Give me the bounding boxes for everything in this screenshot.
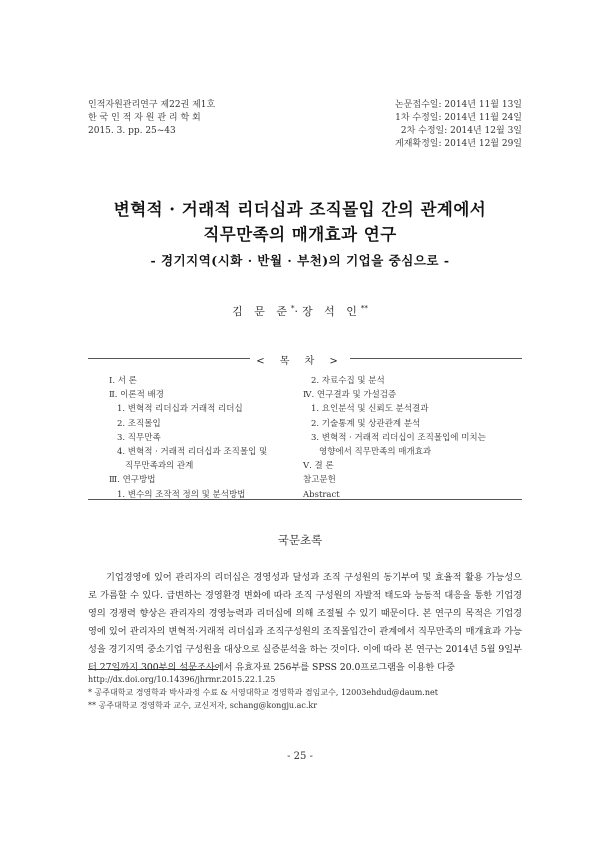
toc-item: Ⅲ. 연구방법 — [109, 475, 156, 486]
author-1-mark: * — [291, 304, 295, 313]
accepted-date: 게재확정일: 2014년 12월 29일 — [395, 139, 522, 149]
page-number: - 25 - — [287, 751, 313, 762]
toc-right-column — [303, 374, 523, 502]
toc-heading-text: < 목 차 > — [250, 356, 350, 367]
author-separator: · — [294, 305, 302, 318]
toc-item: 1. 변혁적 리더십과 거래적 리더십 — [117, 404, 243, 415]
toc-heading — [0, 352, 600, 367]
toc-item: 3. 직무만족 — [117, 432, 161, 443]
toc-item: 2. 기술통계 및 상관관계 분석 — [311, 418, 421, 429]
paper-subtitle: - 경기지역(시화 · 반월 · 부천)의 기업을 중심으로 - — [150, 253, 450, 268]
journal-info — [88, 99, 215, 138]
footnote-author-2: ** 공주대학교 경영학과 교수, 교신저자, schang@kongju.ac.kr — [88, 701, 318, 710]
footnotes — [88, 673, 438, 712]
toc-item: 직무만족과의 관계 — [125, 461, 194, 472]
toc-item: 2. 조직몰입 — [117, 418, 161, 429]
abstract-paragraph: 기업경영에 있어 관리자의 리더십은 경영성과 달성과 조직 구성원의 동기부여 및 효율적 활용 가능성으로 가름할 수 있다. 급변하는 경영환경 변화에 따라 조직 구성원의 자발적 태도와 능동적 대응을 통한 기업경영의 경쟁력 향상은 관리자의 경영능력과 리더십에 의해 조절될 수 있기 때문이다. 본 연구의 목적은 기업경영에 있어 관리자의 변혁적·거래적 리더십과 조직구성원의 조직몰입간이 관계에서 직무만족의 매개효과 가능성을 경기지역 중소기업 구성원을 대상으로 실증분석을 하는 것이다. 이에 따라 본 연구는 2014년 5월 9일부터 27일까지 300부의 설문조사에서 유효자료 256부를 SPSS 20.0프로그램을 이용한 다중 — [88, 572, 522, 673]
toc-item: 3. 변혁적 · 거래적 리더십이 조직몰입에 미치는 — [311, 432, 486, 443]
toc-item: 1. 요인분석 및 신뢰도 분석결과 — [311, 404, 429, 415]
abstract-title: 국문초록 — [277, 533, 323, 547]
society-name: 한 국 인 적 자 원 관 리 학 회 — [88, 113, 201, 123]
paper-title-line1: 변혁적 · 거래적 리더십과 조직몰입 간의 관계에서 — [113, 200, 487, 219]
footnote-divider — [88, 669, 218, 670]
received-date: 논문접수일: 2014년 11월 13일 — [395, 100, 522, 110]
toc-item: 영향에서 직무만족의 매개효과 — [319, 447, 432, 458]
journal-name: 인적자원관리연구 제22권 제1호 — [88, 100, 216, 110]
author-2-mark: ** — [360, 304, 368, 313]
doi-link[interactable]: http://dx.doi.org/10.14396/jhrmr.2015.22.1.25 — [88, 675, 276, 684]
toc-item: Ⅳ. 연구결과 및 가설검증 — [303, 390, 397, 401]
author-line — [0, 303, 600, 319]
publication-pages: 2015. 3. pp. 25~43 — [88, 126, 176, 136]
author-2: 장 석 인 — [302, 305, 361, 318]
toc-item: Ⅰ. 서 론 — [109, 376, 137, 386]
toc-left-column — [109, 374, 309, 502]
revision2-date: 2차 수정일: 2014년 12월 3일 — [400, 126, 522, 136]
paper-title-line2: 직무만족의 매개효과 연구 — [203, 225, 397, 244]
toc-item: Ⅱ. 이론적 배경 — [109, 390, 164, 401]
footnote-author-1: * 공주대학교 경영학과 박사과정 수료 & 서영대학교 경영학과 겸임교수, 12003ehdud@daum.net — [88, 688, 438, 697]
author-1: 김 문 준 — [232, 305, 291, 318]
toc-item: Ⅴ. 결 론 — [303, 461, 334, 472]
toc-item: 4. 변혁적 · 거래적 리더십과 조직몰입 및 — [117, 447, 268, 458]
abstract-body — [88, 569, 522, 677]
submission-dates — [372, 99, 522, 151]
toc-item: 2. 자료수집 및 분석 — [311, 376, 385, 386]
toc-item: 1. 변수의 조작적 정의 및 분석방법 — [117, 489, 246, 500]
toc-item: Abstract — [303, 489, 340, 500]
revision1-date: 1차 수정일: 2014년 11월 24일 — [395, 113, 522, 123]
toc-item: 참고문헌 — [303, 475, 336, 486]
